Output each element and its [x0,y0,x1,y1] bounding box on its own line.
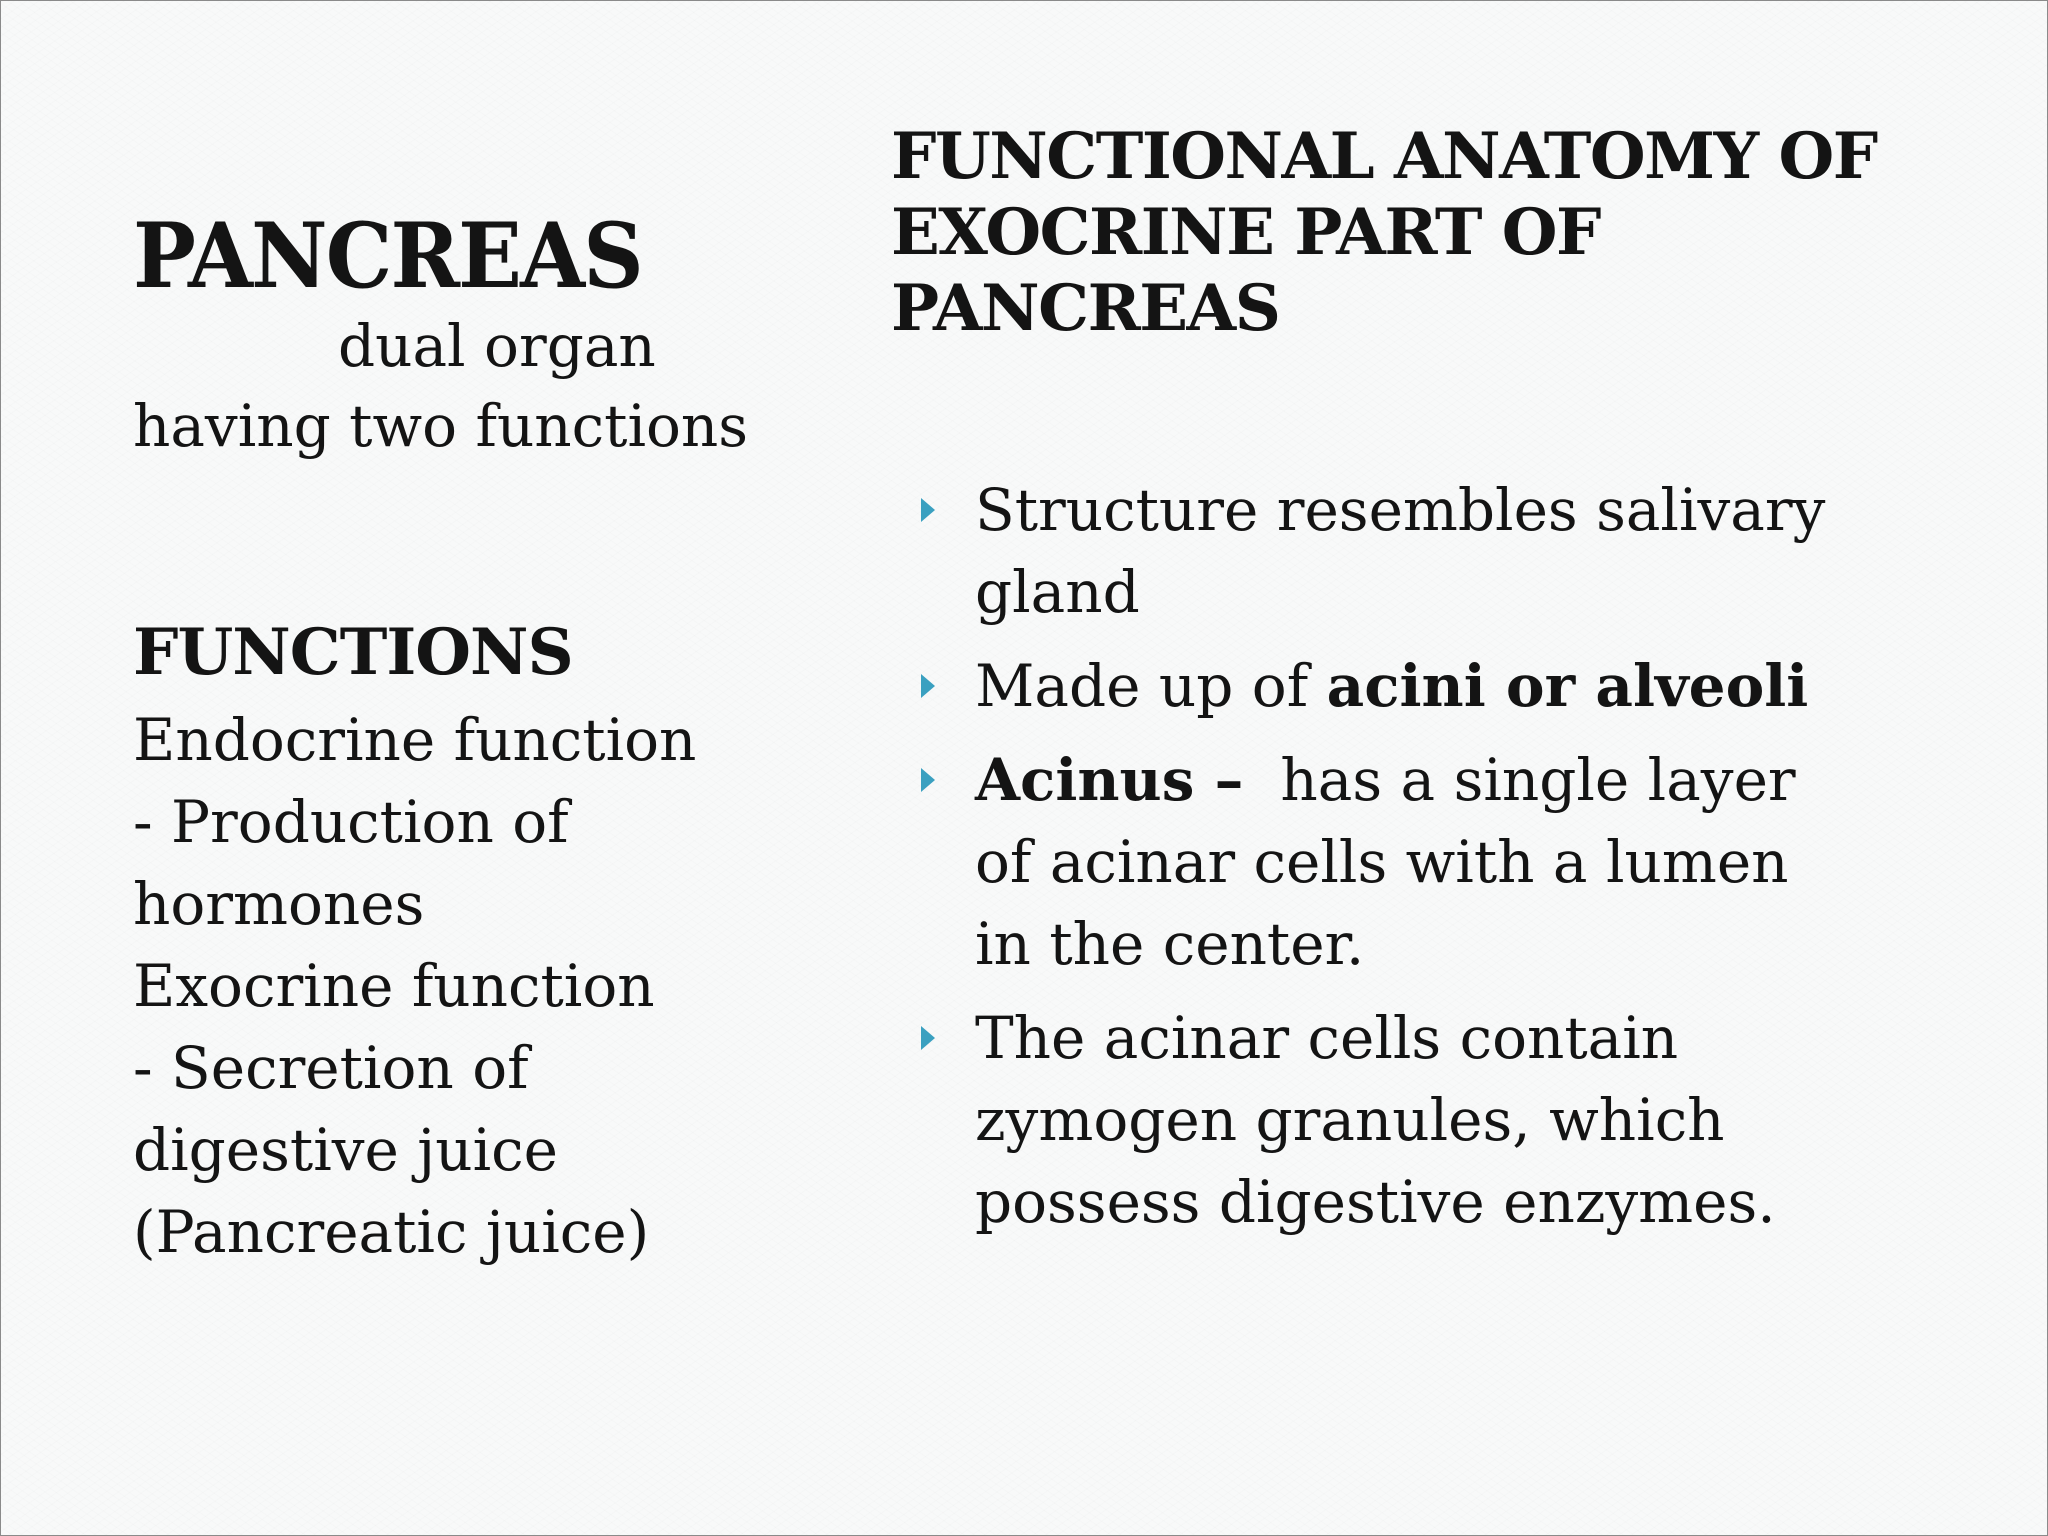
bullet-line: Structure resembles salivary [975,476,1826,544]
right-heading [891,119,2011,347]
bullet-line: possess digestive enzymes. [975,1168,1776,1236]
bullet-rest: has a single layer [1243,746,1796,814]
functions-block [133,613,813,1273]
bullet-prefix: Made up of [975,652,1327,720]
bullet-line: in the center. [975,910,1365,978]
exocrine-detail-line-2: digestive juice [133,1116,558,1184]
triangle-right-icon [921,1026,935,1050]
functions-heading: FUNCTIONS [133,615,573,690]
bullet-line: zymogen granules, which [975,1086,1725,1154]
right-heading-line-1: FUNCTIONAL ANATOMY OF [891,119,1877,194]
triangle-right-icon [921,674,935,698]
bullet-list [913,469,2013,1255]
bullet-line [975,645,2013,727]
exocrine-detail-line-1: - Secretion of [133,1034,529,1102]
endocrine-detail-line-1: - Production of [133,788,569,856]
exocrine-function-label: Exocrine function [133,952,655,1020]
bullet-bold-term: Acinus – [975,746,1244,814]
bullet-bold-term: acini or alveoli [1326,652,1809,720]
bullet-line: The acinar cells contain [975,1004,1679,1072]
subtitle-line-2: having two functions [133,392,749,460]
slide-subtitle [133,306,813,466]
subtitle-line-1: dual organ [338,312,656,380]
exocrine-detail-line-3: (Pancreatic juice) [133,1198,650,1266]
right-heading-line-3: PANCREAS [891,271,1280,346]
bullet-line: of acinar cells with a lumen [975,828,1789,896]
bullet-item-structure [913,469,2013,633]
triangle-right-icon [921,498,935,522]
left-column [133,203,813,466]
bullet-item-acini [913,645,2013,727]
triangle-right-icon [921,768,935,792]
slide-title: PANCREAS [133,203,642,309]
right-heading-line-2: EXOCRINE PART OF [891,195,1600,270]
endocrine-detail-line-2: hormones [133,870,425,938]
bullet-line [975,739,2013,821]
bullet-item-acinus [913,739,2013,985]
bullet-item-zymogen [913,997,2013,1243]
endocrine-function-label: Endocrine function [133,706,697,774]
bullet-line: gland [975,558,1140,626]
